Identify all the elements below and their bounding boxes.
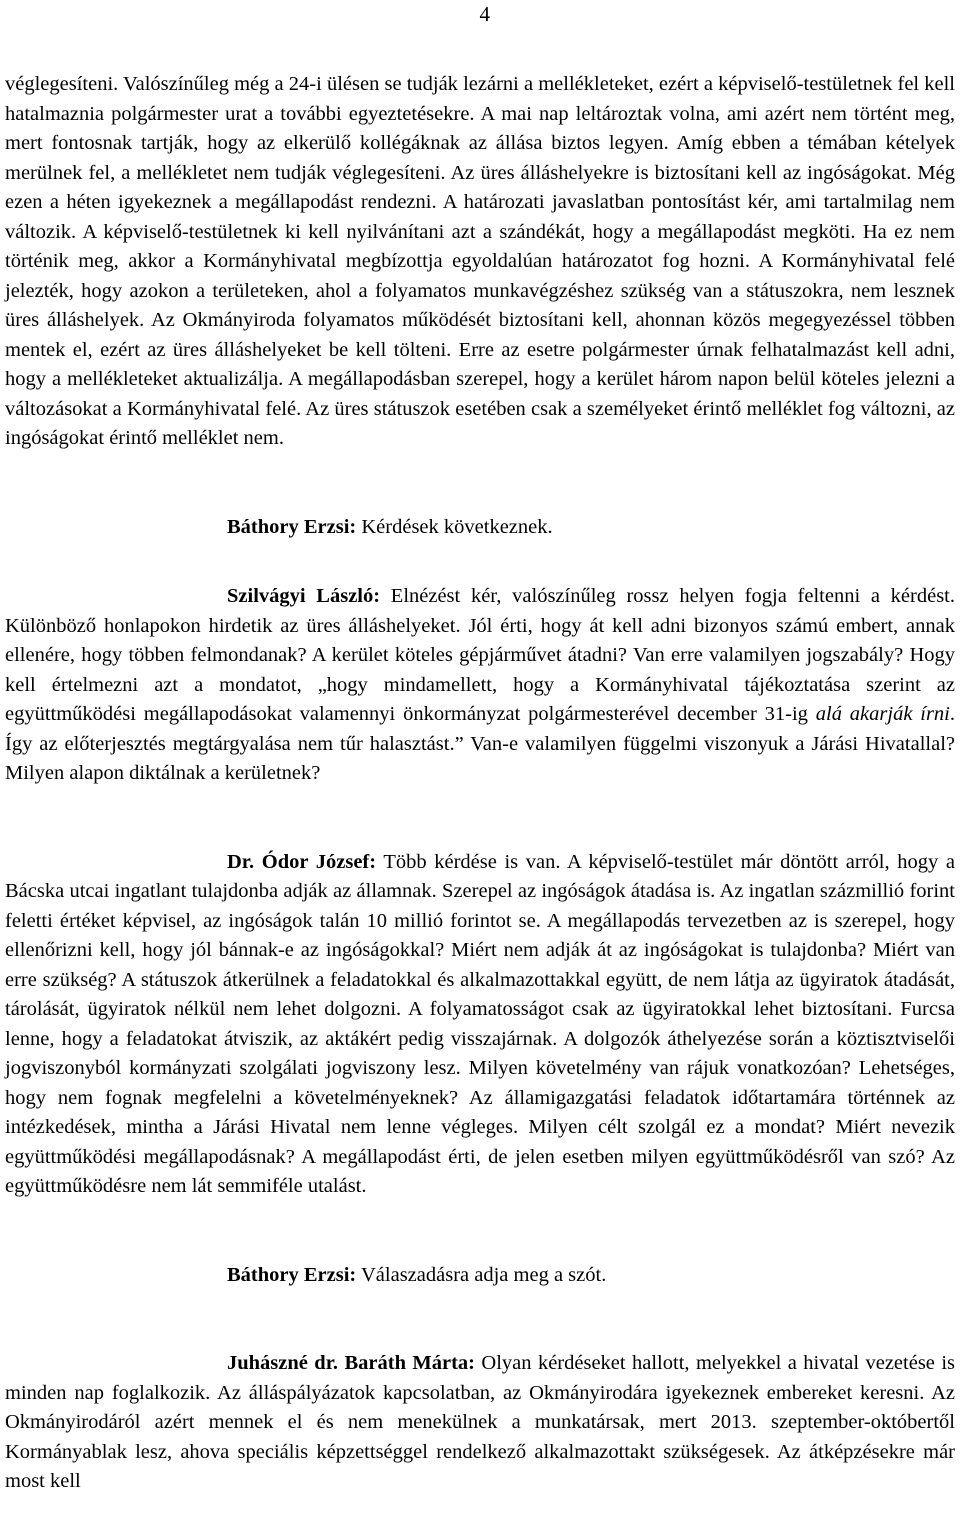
- paragraph-text: Több kérdése is van. A képviselő-testület már döntött arról, hogy a Bácska utcai ingatlant tulajdonba adják az államnak. Szerepel az ingóságok átadása is. Az ingatlan százmillió forint feletti értéket képvisel, az ingóságok talán 10 millió forintot se. A megállapodás tervezetben az is szerepel, hogy ellenőrizni kell, hogy jól bánnak-e az ingóságokkal? Miért nem adják át az ingóságokat is tulajdonba? Miért van erre szükség? A státuszok átkerülnek a feladatokkal és alkalmazottakkal együtt, de nem látja az ügyiratok átadását, tárolását, ügyiratok nélkül nem lehet dolgozni. A folyamatosságot csak az ügyiratokkal lehet biztosítani. Furcsa lenne, hogy a feladatokat átviszik, az aktákért pedig visszajárnak. A dolgozók áthelyezése során a köztisztviselői jogviszonyból kormányzati szolgálati jogviszony lesz. Milyen követelmény van rájuk vonatkozóan? Lehetséges, hogy nem fognak megfelelni a követelményeknek? Az államigazgatási feladatok időtartamára történnek az intézkedések, mintha a Járási Hivatal nem lenne végleges. Milyen célt szolgál ez a mondat? Miért nevezik együttműködési megállapodásnak? A megállapodást érti, de jelen esetben milyen együttműködésről van szó? Az együttműködésre nem lát semmiféle utalást.: [5, 850, 955, 1197]
- speaker-name: Báthory Erzsi:: [227, 515, 357, 538]
- speaker-name: Szilvágyi László:: [227, 585, 381, 607]
- paragraph-bathory-2: [5, 1261, 955, 1291]
- paragraph-szilvagyi: [5, 582, 955, 789]
- paragraph-text: Kérdések következnek.: [356, 515, 553, 538]
- paragraph-text: véglegesíteni. Valószínűleg még a 24-i ülésen se tudják lezárni a mellékleteket, ezért a képviselő-testületnek fel kell hatalmaznia polgármester urat a további egyeztetésekre. A mai nap leltároztak volna, ami azért nem történt meg, mert fontosnak tartják, hogy az elkerülő kollégáknak az állása biztos legyen. Amíg ebben a témában kételyek merülnek fel, a mellékletet nem tudják véglegesíteni. Az üres álláshelyekre is biztosítani kell az ingóságokat. Még ezen a héten igyekeznek a megállapodást rendezni. A határozati javaslatban pontosítást kér, ami tartalmilag nem változik. A képviselő-testületnek ki kell nyilvánítani azt a szándékát, hogy a megállapodást megköti. Ha ez nem történik meg, akkor a Kormányhivatal megbízottja egyoldalúan határozatot fog hozni. A Kormányhivatal felé jelezték, hogy azokon a területeken, ahol a folyamatos munkavégzéshez szükség van a státuszokra, nem lesznek üres álláshelyek. Az Okmányiroda folyamatos működését biztosítani kell, ahonnan közös megegyezéssel többen mentek el, ezért az üres álláshelyeket be kell tölteni. Erre az esetre polgármester úrnak felhatalmazást kell adni, hogy a mellékleteket aktualizálja. A megállapodásban szerepel, hogy a kerület három napon belül köteles jelezni a változásokat a Kormányhivatal felé. Az üres státuszok esetében csak a személyeket érintő melléklet fog változni, az ingóságokat érintő melléklet nem.: [5, 73, 955, 449]
- paragraph-text: Elnézést kér, valószínűleg rossz helyen fogja feltenni a kérdést. Különböző honlapokon hirdetik az üres álláshelyeket. Jól érti, hogy át kell adni bizonyos számú embert, annak ellenére, hogy többen felmondanak? A kerület köteles gépjárművet átadni? Van erre valamilyen jogszabály? Hogy kell értelmezni azt a mondatot, „hogy mindamellett, hogy a Kormányhivatal tájékoztatása szerint az együttműködési megállapodásokat valamennyi önkormányzat polgármesterével december 31-ig: [5, 585, 955, 725]
- paragraph-text: . Így az előterjesztés megtárgyalása nem tűr halasztást.” Van-e valamilyen függelmi viszonyuk a Járási Hivatallal? Milyen alapon diktálnak a kerületnek?: [5, 703, 956, 784]
- paragraph-text-italic: alá akarják írni: [815, 703, 950, 725]
- document-body: [5, 70, 955, 1497]
- speaker-name: Báthory Erzsi:: [227, 1263, 357, 1286]
- speaker-name: Juhászné dr. Baráth Márta:: [227, 1352, 475, 1374]
- paragraph-bathory-1: [5, 513, 955, 543]
- paragraph-text: Olyan kérdéseket hallott, melyekkel a hivatal vezetése is minden nap foglalkozik. Az álláspályázatok kapcsolatban, az Okmányirodára igyekeznek embereket keresni. Az Okmányirodáról azért mennek el és nem menekülnek a munkatársak, mert 2013. szeptember-októbertől Kormányablak lesz, ahova speciális képzettséggel rendelkező alkalmazottakt szükségesek. Az átképzésekre már most kell: [5, 1352, 955, 1492]
- paragraph-text: Válaszadásra adja meg a szót.: [356, 1263, 607, 1286]
- paragraph-juhaszne: [5, 1349, 955, 1497]
- paragraph-intro: [5, 70, 955, 454]
- speaker-name: Dr. Ódor József:: [227, 850, 377, 873]
- paragraph-odor: [5, 848, 955, 1202]
- page-number: 4: [479, 2, 490, 26]
